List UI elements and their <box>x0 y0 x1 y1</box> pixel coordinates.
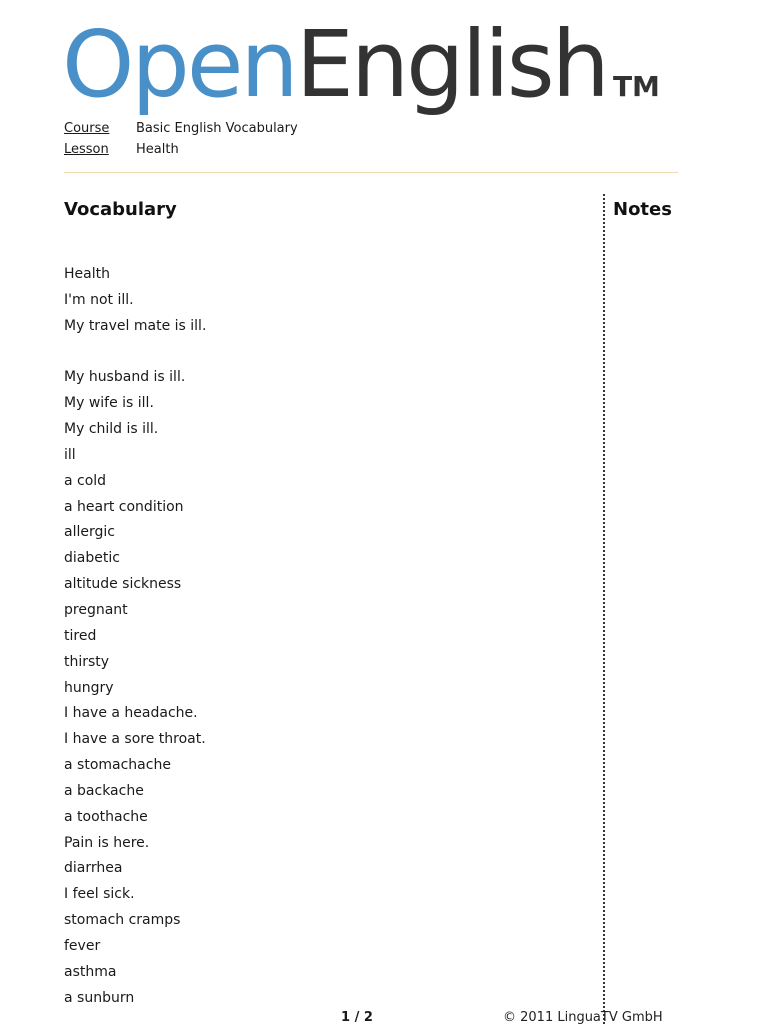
vocabulary-item: a cold <box>64 472 107 489</box>
logo-english-text: English <box>295 11 607 118</box>
logo-open-text: Open <box>62 11 296 118</box>
vocabulary-item: Pain is here. <box>64 834 150 851</box>
vocabulary-item: a sunburn <box>64 989 135 1006</box>
course-link[interactable]: Course <box>64 121 110 136</box>
vocabulary-item: thirsty <box>64 653 110 670</box>
vocabulary-item: My husband is ill. <box>64 369 186 386</box>
vocabulary-item: My child is ill. <box>64 421 159 438</box>
lesson-value: Health <box>136 142 179 157</box>
vocabulary-item: I'm not ill. <box>64 291 134 308</box>
vocabulary-item: hungry <box>64 679 114 696</box>
notes-heading: Notes <box>613 199 672 220</box>
lesson-meta <box>64 118 298 160</box>
copyright-notice: © 2011 LinguaTV GmbH <box>503 1010 663 1025</box>
vocabulary-heading: Vocabulary <box>64 199 177 220</box>
vocabulary-item: My travel mate is ill. <box>64 317 207 334</box>
vocabulary-item: diabetic <box>64 550 120 567</box>
vocabulary-item: ill <box>64 446 76 463</box>
vocabulary-item: a stomachache <box>64 757 171 774</box>
lesson-link[interactable]: Lesson <box>64 142 109 157</box>
vocabulary-item: fever <box>64 937 101 954</box>
vocabulary-item: Health <box>64 266 110 282</box>
open-english-logo <box>62 10 660 120</box>
course-value: Basic English Vocabulary <box>136 121 298 136</box>
vocabulary-item: I have a sore throat. <box>64 731 206 748</box>
vocabulary-item: I feel sick. <box>64 886 135 903</box>
vocabulary-item: diarrhea <box>64 860 123 877</box>
vocabulary-list <box>64 262 206 1011</box>
course-row <box>64 118 298 139</box>
vocabulary-item: My wife is ill. <box>64 395 154 412</box>
vocabulary-item: pregnant <box>64 601 128 618</box>
header-divider <box>64 172 678 173</box>
vocabulary-item: allergic <box>64 524 115 541</box>
lesson-row <box>64 139 298 160</box>
notes-column-divider <box>603 194 605 1024</box>
vocabulary-item: asthma <box>64 963 117 980</box>
logo-trademark: TM <box>612 70 660 103</box>
vocabulary-item: a heart condition <box>64 498 184 515</box>
list-spacer <box>64 340 206 366</box>
vocabulary-item: stomach cramps <box>64 912 181 929</box>
page-number: 1 / 2 <box>341 1010 373 1025</box>
vocabulary-item: I have a headache. <box>64 705 198 722</box>
vocabulary-item: a toothache <box>64 808 148 825</box>
vocabulary-item: tired <box>64 627 97 644</box>
vocabulary-item: altitude sickness <box>64 576 182 593</box>
vocabulary-item: a backache <box>64 782 144 799</box>
